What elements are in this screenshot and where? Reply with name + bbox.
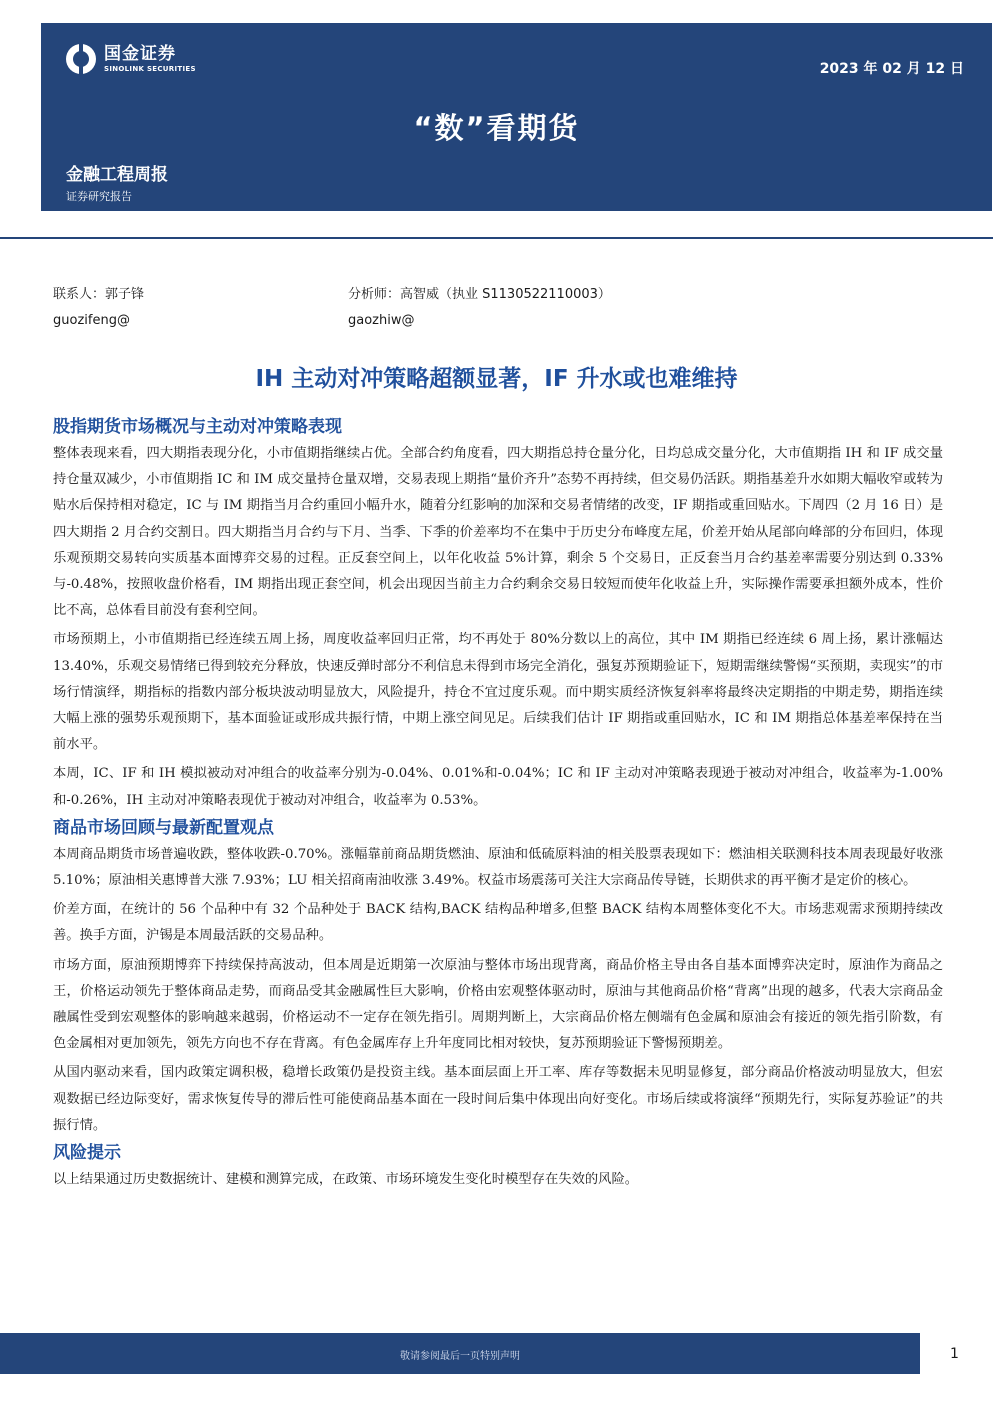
contact-name: 联系人：郭子锋 [53, 287, 145, 302]
analyst-name: 分析师：高智威（执业 S1130522110003） [348, 287, 611, 302]
analyst-email[interactable]: gaozhiw@ [348, 313, 415, 328]
paragraph: 市场预期上，小市值期指已经连续五周上扬，周度收益率回归正常，均不再处于 80%分数以上的高位，其中 IM 期指已经连续 6 周上扬，累计涨幅达 13.40%，乐观交易情绪已得到较充分释放，快速反弹时部分不利信息未得到市场完全消化，强复苏预期验证下，短期需继续警惕“买预期，卖现实”的市场行情演绎，期指标的指数内部分板块波动明显放大，风险提升，持仓不宜过度乐观。而中期实质经济恢复斜率将最终决定期指的中期走势，期指连续大幅上涨的强势乐观预期下，基本面验证或形成共振行情，中期上涨空间见足。后续我们估计 IF 期指或重回贴水，IC 和 IM 期指总体基差率保持在当前水平。 [53, 632, 943, 753]
footer-disclaimer-note: 敬请参阅最后一页特别声明 [400, 1351, 520, 1362]
paragraph: 价差方面，在统计的 56 个品种中有 32 个品种处于 BACK 结构,BACK 结构品种增多,但整 BACK 结构本周整体变化不大。市场悲观需求预期持续改善。换手方面，沪锡是本周最活跃的交易品种。 [53, 902, 943, 944]
section-heading-commodity: 商品市场回顾与最新配置观点 [53, 817, 274, 838]
contact-person [53, 282, 144, 334]
report-title: “数”看期货 [413, 111, 580, 145]
section-heading-risk: 风险提示 [53, 1143, 121, 1164]
page-number: 1 [950, 1346, 959, 1362]
report-date: 2023 年 02 月 12 日 [819, 61, 964, 77]
logo-name-cn: 国金证券 [104, 43, 176, 64]
contact-email[interactable]: guozifeng@ [53, 313, 130, 328]
report-series: 金融工程周报 [66, 165, 168, 185]
report-subtitle: IH 主动对冲策略超额显著，IF 升水或也难维持 [255, 366, 738, 392]
logo-name-en: SINOLINK SECURITIES [104, 64, 196, 73]
header-divider [0, 237, 993, 239]
logo-mark-icon [66, 44, 96, 74]
paragraph: 以上结果通过历史数据统计、建模和测算完成，在政策、市场环境发生变化时模型存在失效的风险。 [53, 1172, 639, 1188]
paragraph: 本周商品期货市场普遍收跌，整体收跌-0.70%。涨幅靠前商品期货燃油、原油和低硫原料油的相关股票表现如下：燃油相关联测科技本周表现最好收涨 5.10%；原油相关惠博普大涨 7.93%；LU 相关招商南油收涨 3.49%。权益市场震荡可关注大宗商品传导链，长期供求的再平衡才是定价的核心。 [53, 846, 943, 889]
section-heading-index-futures: 股指期货市场概况与主动对冲策略表现 [53, 417, 342, 437]
company-logo [66, 44, 196, 74]
paragraph: 整体表现来看，四大期指表现分化，小市值期指继续占优。全部合约角度看，四大期指总持仓量分化，日均总成交量分化，大市值期指 IH 和 IF 成交量持仓量双减少，小市值期指 IC 和 IM 成交量持仓量双增，交易表现上期指“量价齐升”态势不再持续，但交易仍活跃。期指基差升水如期大幅收窄或转为贴水后保持相对稳定，IC 与 IM 期指当月合约重回小幅升水，随着分红影响的加深和交易者情绪的改变，IF 期指或重回贴水。下周四（2 月 16 日）是四大期指 2 月合约交割日。四大期指当月合约与下月、当季、下季的价差率均不在集中于历史分布峰度左尾，价差开始从尾部向峰部的分布回归，体现乐观预期交易转向实质基本面博弈交易的过程。正反套空间上，以年化收益 5%计算，剩余 5 个交易日，正反套当月合约基差率需要分别达到 0.33%与-0.48%，按照收盘价格看，IM 期指出现正套空间，机会出现因当前主力合约剩余交易日较短而使年化收益上升，实际操作需要承担额外成本，性价比不高，总体看目前没有套利空间。 [53, 446, 943, 619]
report-body [53, 413, 943, 1193]
report-type: 证券研究报告 [66, 190, 132, 203]
analyst-info [348, 282, 611, 334]
paragraph: 市场方面，原油预期博弈下持续保持高波动，但本周是近期第一次原油与整体市场出现背离，商品价格主导由各自基本面博弈决定时，原油作为商品之王，价格运动领先于整体商品走势，而商品受其金融属性巨大影响，价格由宏观整体驱动时，原油与其他商品价格“背离”出现的越多，代表大宗商品金融属性受到宏观整体的影响越来越弱，价格运动不一定存在领先指引。周期判断上，大宗商品价格左侧端有色金属和原油会有接近的领先指引阶数，有色金属相对更加领先，领先方向也不存在背离。有色金属库存上升年度同比相对较快，复苏预期验证下警惕预期差。 [53, 957, 943, 1052]
paragraph: 从国内驱动来看，国内政策定调积极，稳增长政策仍是投资主线。基本面层面上开工率、库存等数据未见明显修复，部分商品价格波动明显放大，但宏观数据已经边际变好，需求恢复传导的滞后性可能使商品基本面在一段时间后集中体现出向好变化。市场后续或将演绎“预期先行，实际复苏验证”的共振行情。 [53, 1065, 943, 1133]
paragraph: 本周，IC、IF 和 IH 模拟被动对冲组合的收益率分别为-0.04%、0.01%和-0.04%；IC 和 IF 主动对冲策略表现逊于被动对冲组合，收益率为-1.00%和-0.26%，IH 主动对冲策略表现优于被动对冲组合，收益率为 0.53%。 [53, 766, 943, 808]
